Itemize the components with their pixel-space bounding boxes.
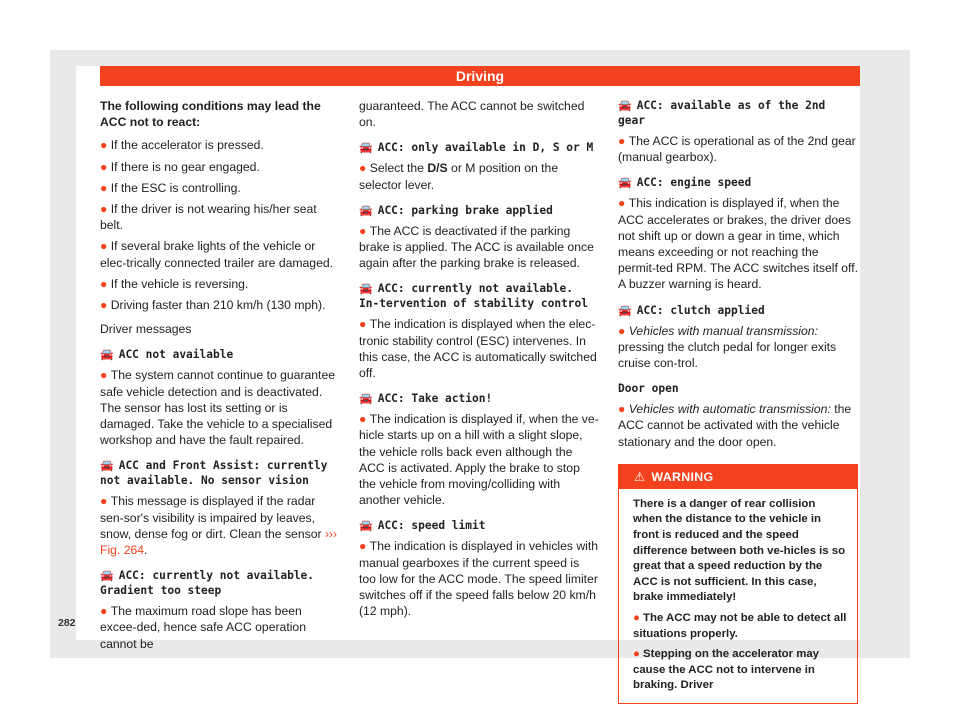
car-warning-icon: 🚘: [359, 141, 373, 155]
bullet-icon: ●: [633, 648, 644, 661]
intro-text: The following conditions may lead the ACC not to react:: [100, 99, 321, 130]
message-text: ● The system cannot continue to guarantee safe vehicle detection and is deactivated. The sensor has lost its setting or is damaged. Take the vehicle to a specialised workshop and have the fault repaired.: [100, 368, 336, 448]
warning-body: [619, 489, 857, 703]
message-text: ● This indication is displayed if, when the ACC accelerates or brakes, the driver does not shift up or down a gear in time, which means exceeding or not reaching the permit-ted RPM. The ACC switches itself off. A buzzer warning is heard.: [618, 196, 858, 292]
bullet-icon: ●: [359, 539, 370, 554]
message-title: 🚘 ACC: currently not available. Gradient too steep: [100, 569, 315, 598]
bullet-icon: ●: [100, 202, 111, 217]
bullet-icon: ●: [618, 323, 629, 338]
list-item: ● If several brake lights of the vehicle or elec-trically connected trailer are damaged.: [100, 239, 334, 270]
message-text: ● Vehicles with manual transmission: pressing the clutch pedal for longer exits cruise con-trol.: [618, 323, 837, 371]
bullet-icon: ●: [359, 412, 370, 427]
column-2: [359, 98, 599, 619]
message-text: ● Select the D/S or M position on the selector lever.: [359, 161, 559, 192]
message-text: ● The indication is displayed if, when the ve-hicle starts up on a hill with a slight slope, the vehicle rolls back even although the ACC is activated. Apply the brake to stop the vehicle from moving/colliding with another vehicle.: [359, 412, 599, 508]
message-title: 🚘 ACC and Front Assist: currently not available. No sensor vision: [100, 459, 328, 488]
bullet-icon: ●: [618, 196, 629, 211]
car-warning-icon: 🚘: [618, 99, 632, 112]
bullet-icon: ●: [100, 298, 111, 313]
message-title: 🚘 ACC: Take action!: [359, 392, 493, 406]
message-title: 🚘 ACC: available as of the 2nd gear: [618, 99, 826, 127]
car-warning-icon: 🚘: [618, 176, 632, 190]
car-warning-icon: 🚘: [100, 348, 114, 362]
bullet-icon: ●: [100, 239, 111, 254]
car-warning-icon: 🚘: [359, 282, 373, 296]
warning-bullet: ● The ACC may not be able to detect all situations properly.: [633, 612, 847, 640]
bullet-icon: ●: [100, 180, 111, 195]
column-3: [618, 98, 858, 704]
bullet-icon: ●: [100, 368, 111, 383]
car-warning-icon: 🚘: [359, 519, 373, 533]
car-warning-icon: 🚘: [100, 459, 114, 473]
list-item: ● If the vehicle is reversing.: [100, 276, 249, 291]
section-header: Driving: [100, 66, 860, 86]
message-text: ● Vehicles with automatic transmission: the ACC cannot be activated with the vehicle stationary and the door open.: [618, 402, 852, 449]
car-warning-icon: 🚘: [359, 203, 373, 217]
message-title: 🚘 ACC: parking brake applied: [359, 203, 553, 217]
warning-box: [618, 464, 858, 704]
bullet-icon: ●: [359, 317, 370, 332]
message-title: 🚘 ACC: speed limit: [359, 519, 486, 533]
bullet-icon: ●: [633, 612, 644, 624]
figure-link[interactable]: Fig. 264: [100, 543, 145, 558]
message-text: ● The maximum road slope has been excee-ded, hence safe ACC operation cannot be: [100, 604, 306, 651]
subheading-driver-messages: Driver messages: [100, 322, 192, 337]
warning-text: There is a danger of rear collision when the distance to the vehicle in front is reduced and the speed difference between both ve-hicles is so great that a speed reduction by the ACC is not sufficient. In this case, brake immediately!: [633, 497, 846, 604]
message-text: ● This message is displayed if the radar sen-sor's visibility is impaired by leaves, snow, dense fog or dirt. Clean the sensor ››› Fig. 264.: [100, 494, 338, 558]
message-text: ● The ACC is operational as of the 2nd gear (manual gearbox).: [618, 134, 856, 165]
car-warning-icon: 🚘: [359, 392, 373, 406]
list-item: ● If the ESC is controlling.: [100, 180, 241, 195]
list-item: ● Driving faster than 210 km/h (130 mph).: [100, 298, 326, 313]
bullet-icon: ●: [618, 134, 629, 148]
warning-header: ⚠ WARNING: [619, 465, 857, 489]
bullet-icon: ●: [359, 161, 370, 176]
message-title: 🚘 ACC: only available in D, S or M: [359, 141, 594, 155]
warning-triangle-icon: ⚠: [634, 469, 646, 484]
message-title: 🚘 ACC: clutch applied: [618, 303, 765, 317]
bullet-icon: ●: [100, 159, 111, 174]
column-1: [100, 98, 340, 652]
bullet-icon: ●: [618, 402, 629, 417]
message-text: ● The indication is displayed in vehicles with manual gearboxes if the current speed is too low for the ACC mode. The speed limiter switches off if the speed falls below 20 km/h (12 mph).: [359, 539, 599, 619]
car-warning-icon: 🚘: [618, 303, 632, 317]
bullet-icon: ●: [100, 494, 111, 509]
ref-arrow: ›››: [324, 526, 338, 541]
page-number: 282: [58, 617, 76, 629]
message-title: 🚘 ACC: engine speed: [618, 176, 752, 190]
bullet-icon: ●: [359, 223, 370, 238]
list-item: ● If the accelerator is pressed.: [100, 138, 264, 153]
bullet-icon: ●: [100, 138, 111, 153]
list-item: ● If there is no gear engaged.: [100, 159, 260, 174]
message-text: ● The ACC is deactivated if the parking brake is applied. The ACC is available once again after the parking brake is released.: [359, 223, 594, 271]
message-text: ● The indication is displayed when the elec-tronic stability control (ESC) intervenes. In this case, the ACC is automatically switched off.: [359, 317, 597, 381]
warning-bullet: ● Stepping on the accelerator may cause the ACC not to intervene in braking. Driver: [633, 648, 820, 692]
message-title: 🚘 ACC not available: [100, 348, 234, 362]
bullet-icon: ●: [100, 604, 111, 619]
list-item: ● If the driver is not wearing his/her seat belt.: [100, 202, 317, 233]
car-warning-icon: 🚘: [100, 569, 114, 583]
bullet-icon: ●: [100, 276, 111, 291]
subheading-door-open: Door open: [618, 382, 679, 396]
continued-text: guaranteed. The ACC cannot be switched on.: [359, 99, 585, 130]
message-title: 🚘 ACC: currently not available. In-tervention of stability control: [359, 282, 589, 311]
